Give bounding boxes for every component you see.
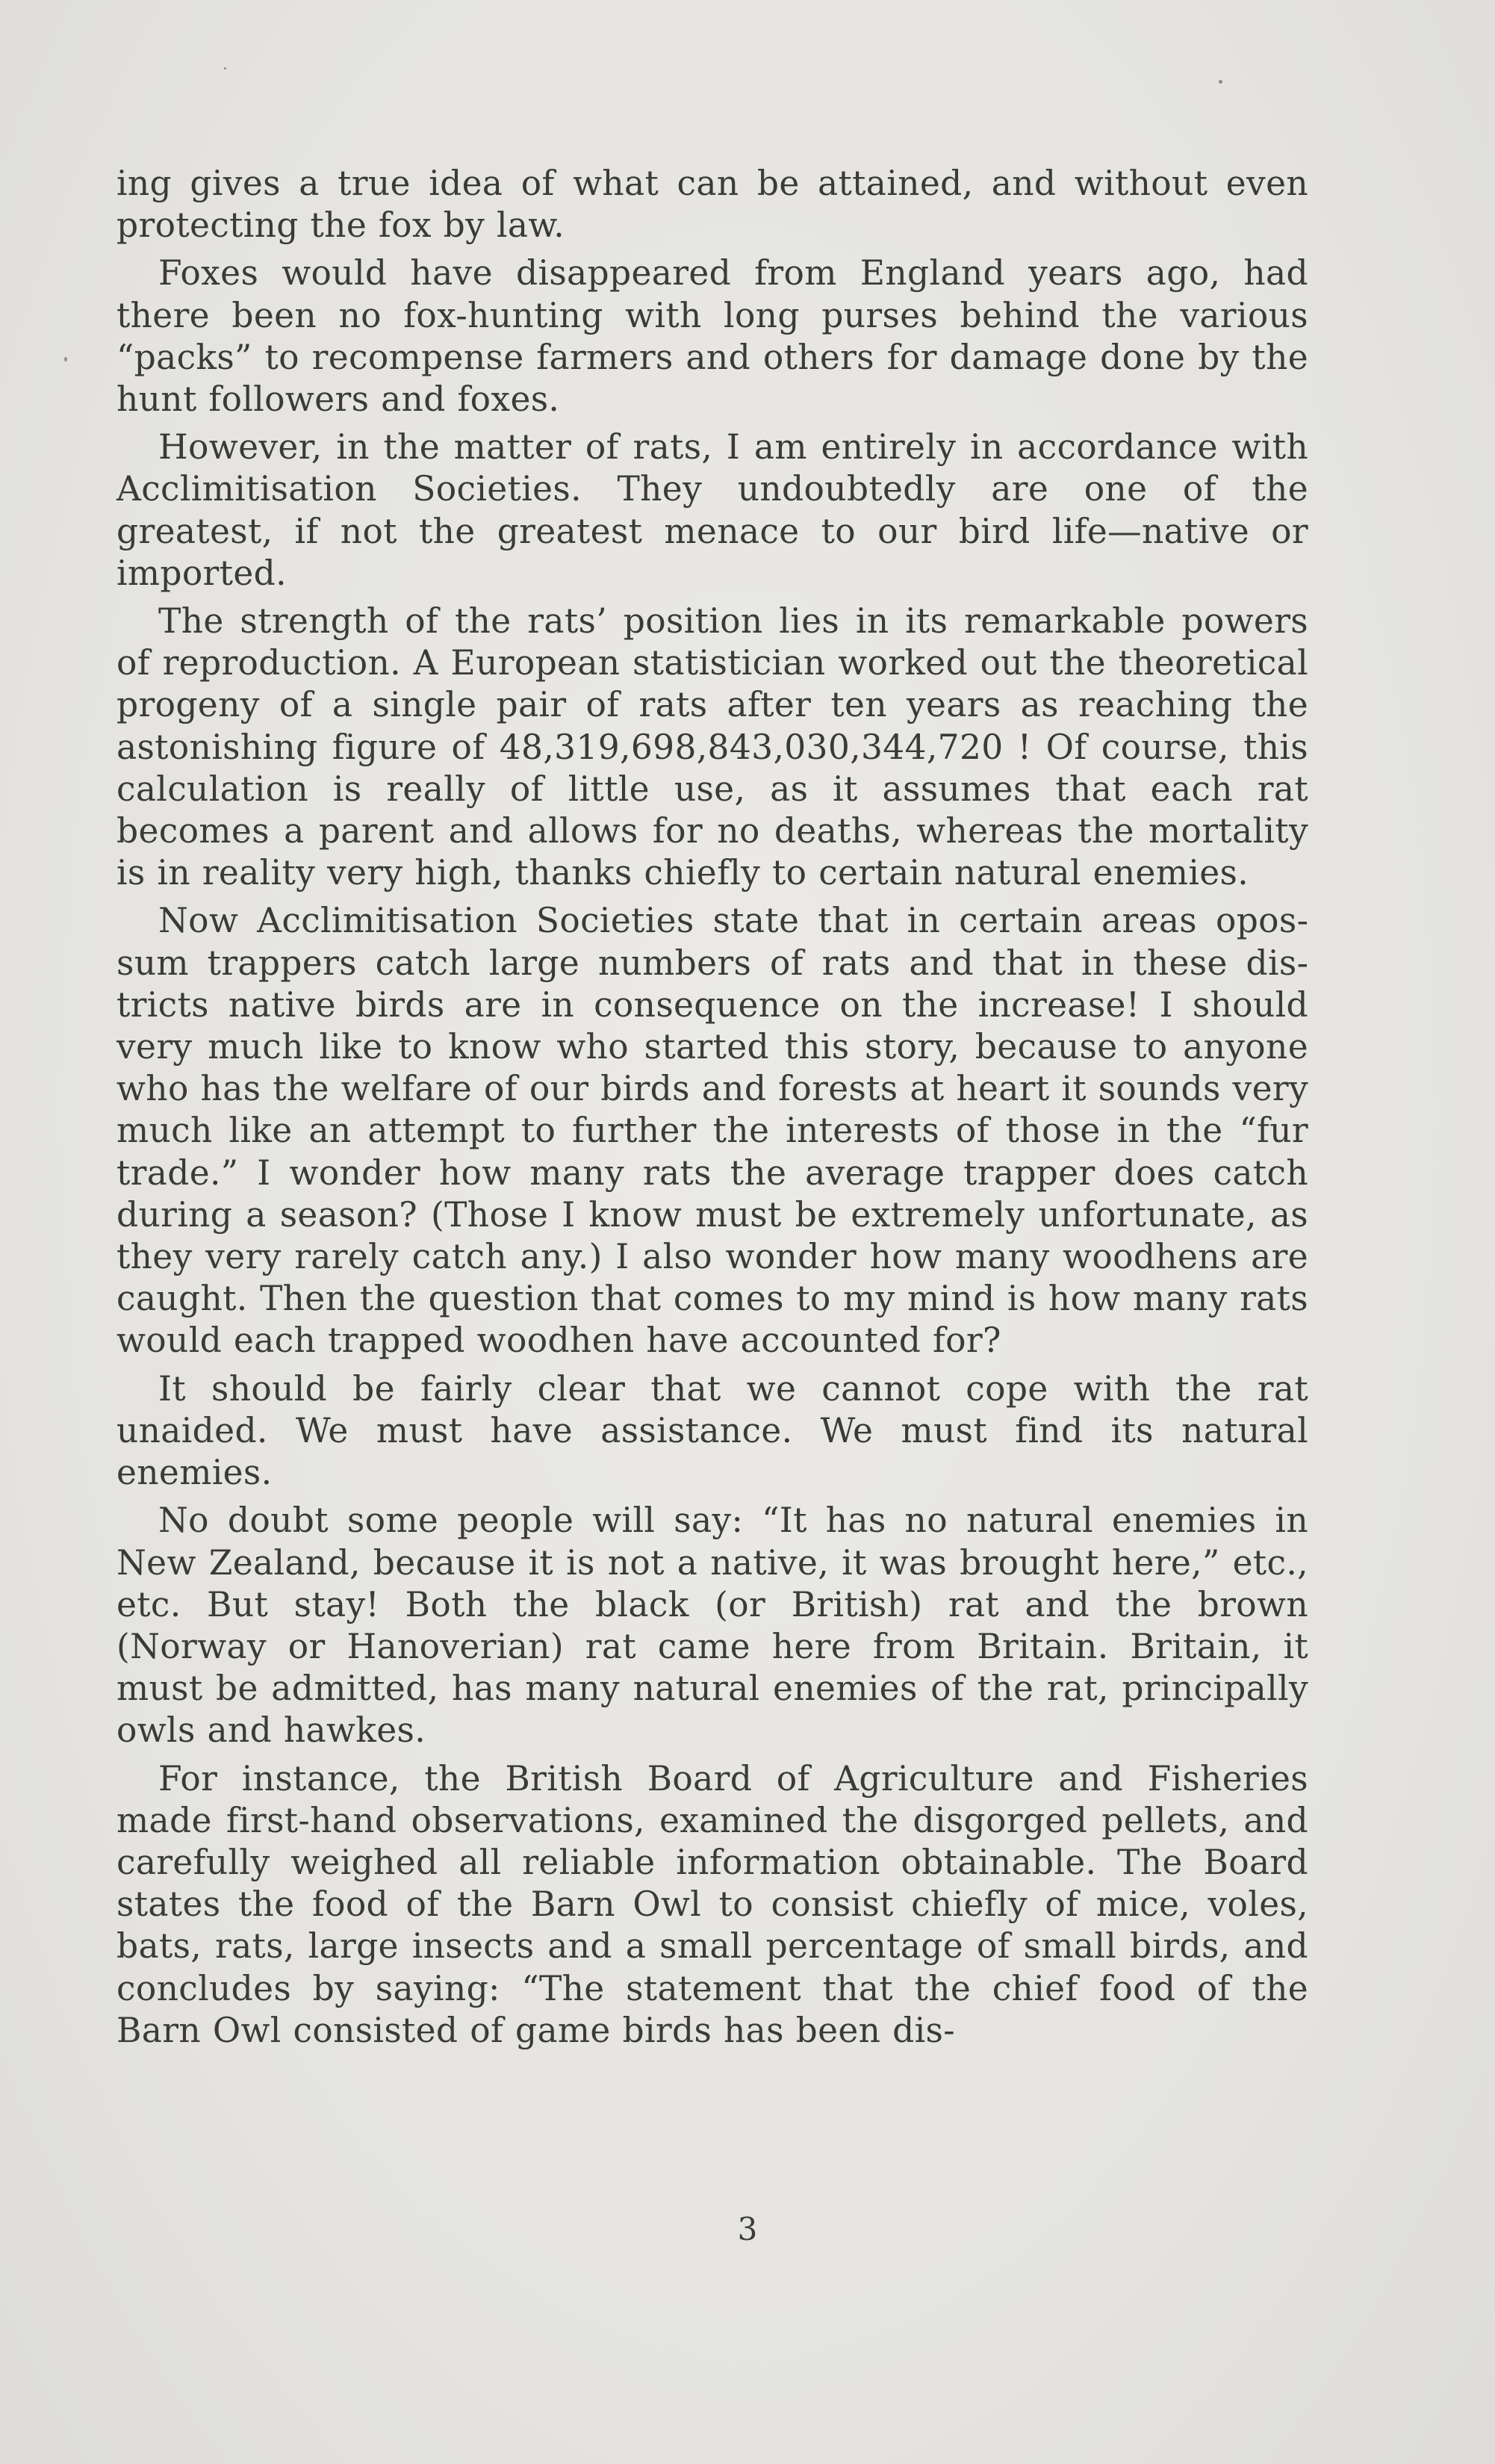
page-number: 3 [737,2211,758,2247]
paper-speck [1219,80,1222,84]
paper-speck [224,67,226,69]
paragraph: Foxes would have disappeared from England years ago, had there been no fox-hunting with long purses behind the various “packs” to recompense farmers and others for damage done by the hunt followers and foxes. [116,253,1308,420]
paragraph: It should be fairly clear that we cannot cope with the rat unaided. We must have assistance. We must find its natural enemies. [116,1368,1308,1493]
paragraph: For instance, the British Board of Agriculture and Fisheries made first-hand observations, examined the disgorged pellets, and carefully weighed all reliable information obtainable. The Board states the food of the Barn Owl to consist chiefly of mice, voles, bats, rats, large insects and a small percentage of small birds, and concludes by saying: “The statement that the chief food of the Barn Owl consisted of game birds has been dis- [116,1758,1308,2050]
paper-speck [64,357,67,361]
paragraph: The strength of the rats’ position lies in its remarkable powers of reproduction. A European statistician worked out the theoretical progeny of a single pair of rats after ten years as reaching the astonishing figure of 48,319,698,843,030,344,720 ! Of course, this calculation is really of little use, as it assumes that each rat becomes a parent and allows for no deaths, whereas the mortality is in reality very high, thanks chiefly to certain natural enemies. [116,601,1308,893]
paragraph: No doubt some people will say: “It has no natural enemies in New Zealand, because it is not a native, it was brought here,” etc., etc. But stay! Both the black (or British) rat and the brown (Norway or Hanoverian) rat came here from Britain. Britain, it must be admitted, has many natural enemies of the rat, principally owls and hawkes. [116,1501,1308,1751]
paragraph: ing gives a true idea of what can be attained, and without even protecting the fox by law. [116,164,1308,246]
paragraph: Now Acclimitisation Societies state that in certain areas opossum trappers catch large numbers of rats and that in these districts native birds are in consequence on the increase! I should very much like to know who started this story, because to anyone who has the welfare of our birds and forests at heart it sounds very much like an attempt to further the interests of those in the “fur trade.” I wonder how many rats the average trapper does catch during a season? (Those I know must be extremely unfortunate, as they very rarely catch any.) I also wonder how many woodhens are caught. Then the question that comes to my mind is how many rats would each trapped woodhen have accounted for? [116,901,1308,1361]
body-text [116,163,1308,2058]
paragraph: However, in the matter of rats, I am entirely in accordance with Acclimitisation Societies. They undoubtedly are one of the greatest, if not the greatest menace to our bird life—native or imported. [116,427,1308,593]
